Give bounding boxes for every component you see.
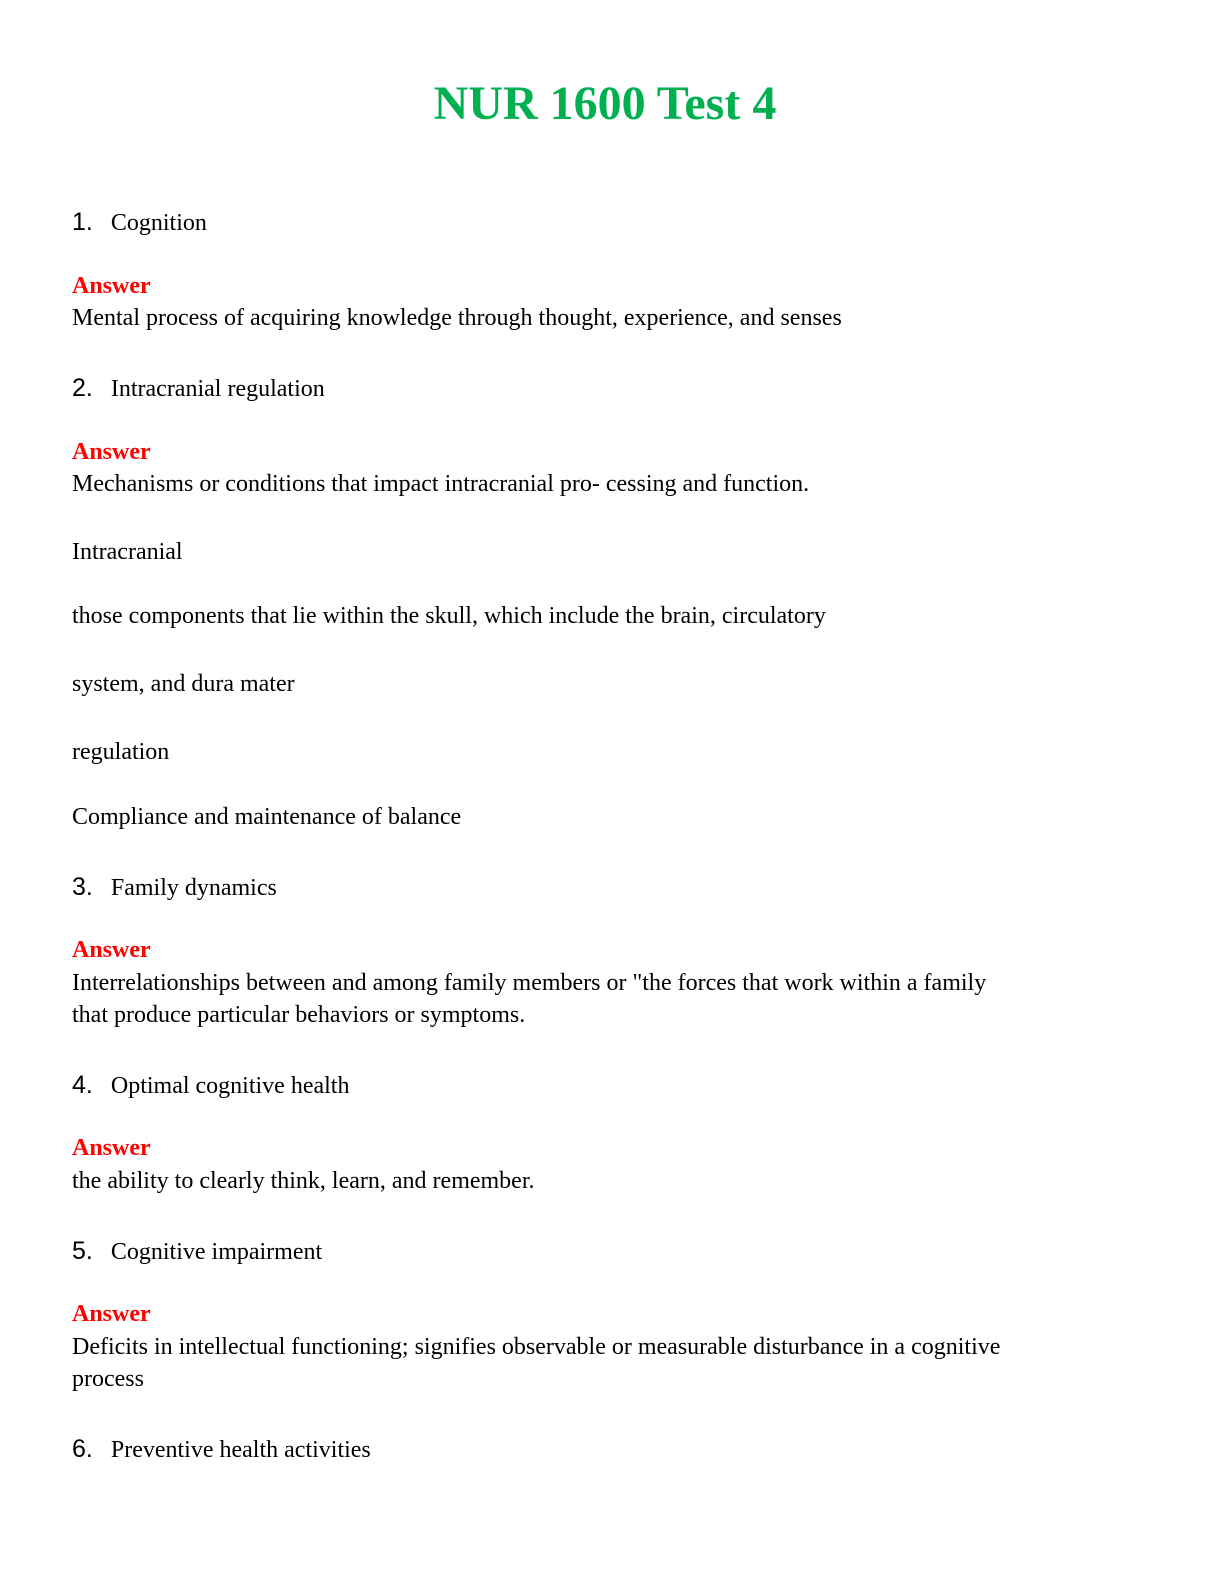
answer-text: the ability to clearly think, learn, and remember. bbox=[72, 1168, 535, 1194]
question-2 bbox=[72, 372, 325, 405]
answer-label: Answer bbox=[72, 273, 151, 299]
question-4 bbox=[72, 1069, 349, 1102]
question-number: 5. bbox=[72, 1237, 93, 1265]
question-5 bbox=[72, 1235, 322, 1268]
question-number: 2. bbox=[72, 374, 93, 402]
question-6 bbox=[72, 1433, 371, 1466]
question-number: 6. bbox=[72, 1435, 93, 1463]
question-term: Preventive health activities bbox=[110, 1437, 371, 1463]
question-term: Cognitive impairment bbox=[110, 1239, 323, 1265]
answer-label: Answer bbox=[72, 1135, 151, 1161]
answer-text-line: Deficits in intellectual functioning; signifies observable or measurable disturbance in a cognitive bbox=[72, 1334, 1001, 1360]
extra-text-line: system, and dura mater bbox=[72, 671, 295, 697]
question-1 bbox=[72, 206, 207, 239]
answer-label: Answer bbox=[72, 439, 151, 465]
extra-text-line: those components that lie within the skull, which include the brain, circulatory bbox=[72, 603, 826, 629]
question-term: Family dynamics bbox=[110, 875, 277, 901]
answer-text: Mental process of acquiring knowledge through thought, experience, and senses bbox=[72, 305, 842, 331]
question-term: Optimal cognitive health bbox=[110, 1073, 350, 1099]
question-term: Intracranial regulation bbox=[110, 376, 325, 402]
answer-text-line: process bbox=[72, 1366, 144, 1392]
question-number: 1. bbox=[72, 208, 93, 236]
question-term: Cognition bbox=[110, 210, 207, 236]
answer-label: Answer bbox=[72, 1301, 151, 1327]
page-title: NUR 1600 Test 4 bbox=[433, 77, 777, 130]
question-number: 3. bbox=[72, 873, 93, 901]
question-number: 4. bbox=[72, 1071, 93, 1099]
answer-label: Answer bbox=[72, 937, 151, 963]
extra-text-line: Intracranial bbox=[72, 539, 183, 565]
extra-text-line: Compliance and maintenance of balance bbox=[72, 804, 462, 830]
question-3 bbox=[72, 871, 277, 904]
answer-text: Mechanisms or conditions that impact intracranial pro- cessing and function. bbox=[72, 471, 810, 497]
answer-text-line: Interrelationships between and among family members or "the forces that work within a family bbox=[72, 970, 987, 996]
extra-text-line: regulation bbox=[72, 739, 170, 765]
answer-text-line: that produce particular behaviors or symptoms. bbox=[72, 1002, 526, 1028]
